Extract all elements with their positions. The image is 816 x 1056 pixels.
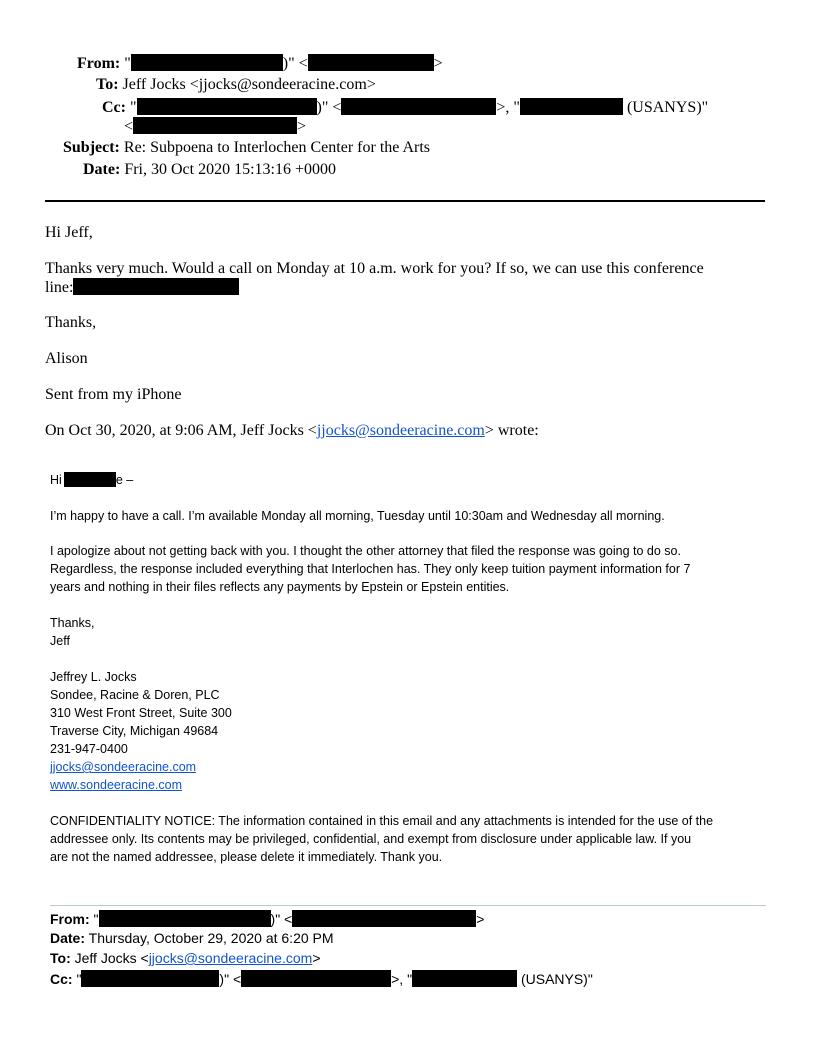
header-date-value: Fri, 30 Oct 2020 15:13:16 +0000: [124, 161, 336, 178]
reply-signoff-name: Alison: [45, 350, 88, 367]
reply-para1-line2: [45, 278, 239, 297]
header-subject-row: [63, 139, 430, 157]
prior-date-label: Date:: [50, 930, 86, 946]
signature-firm: Sondee, Racine & Doren, PLC: [50, 688, 220, 702]
quoted-greeting-text: Hi: [50, 473, 62, 487]
bracket: >: [297, 118, 307, 135]
signature-address-2: Traverse City, Michigan 49684: [50, 724, 219, 738]
reply-thanks: Thanks,: [45, 314, 97, 331]
signature-address-1: 310 West Front Street, Suite 300: [50, 706, 232, 720]
header-to-row: [96, 76, 376, 94]
quoted-line1: I’m happy to have a call. I’m available Monday all morning, Tuesday until 10:30am and Wednesday all morning.: [50, 509, 665, 523]
quoted-greeting-text: e –: [115, 473, 134, 487]
quote-mark: ": [72, 971, 82, 987]
prior-from-row: [50, 910, 484, 927]
confidentiality-line-3: are not the named addressee, please delete it immediately. Thank you.: [50, 850, 443, 864]
redaction-box: [81, 970, 219, 987]
quote-mark: ": [129, 99, 137, 116]
quote-mark: (USANYS)": [517, 971, 593, 987]
quote-intro: [45, 422, 539, 440]
quoted-thanks: Thanks,: [50, 616, 95, 630]
redaction-box: [308, 54, 434, 71]
signature-website-link[interactable]: www.sondeeracine.com: [50, 778, 183, 792]
prior-message-divider: [50, 905, 766, 906]
reply-line-label: line:: [45, 279, 74, 296]
reply-para1-line1: Thanks very much. Would a call on Monday at 10 a.m. work for you? If so, we can use this conference: [45, 260, 704, 277]
quoted-greeting: [50, 472, 133, 487]
prior-to-label: To:: [50, 950, 71, 966]
quote-mark: >: [433, 55, 443, 72]
quote-mark: >: [476, 911, 485, 927]
header-cc-row: [102, 98, 708, 117]
redaction-box: [73, 278, 239, 295]
header-date-row: [83, 161, 336, 179]
prior-cc-label: Cc:: [50, 971, 73, 987]
quote-mark: )" <: [219, 971, 242, 987]
redaction-box: [99, 910, 271, 927]
header-divider: [45, 200, 765, 202]
redaction-box: [131, 54, 283, 71]
reply-sent-from: Sent from my iPhone: [45, 386, 182, 403]
redaction-box: [241, 970, 391, 987]
signature-phone: 231-947-0400: [50, 742, 128, 756]
quote-mark: (USANYS)": [622, 99, 709, 116]
quote-intro-text: On Oct 30, 2020, at 9:06 AM, Jeff Jocks <: [45, 422, 317, 439]
signature-email-link[interactable]: jjocks@sondeeracine.com: [50, 760, 197, 774]
quote-mark: )" <: [316, 99, 342, 116]
redaction-box: [520, 98, 623, 115]
signature-name: Jeffrey L. Jocks: [50, 670, 137, 684]
quote-mark: )" <: [282, 55, 308, 72]
redaction-box: [341, 98, 496, 115]
quoted-para2-line1: I apologize about not getting back with you. I thought the other attorney that filed the response was going to do so.: [50, 544, 681, 558]
redaction-box: [64, 472, 116, 487]
prior-from-label: From:: [50, 911, 90, 927]
redaction-box: [412, 970, 517, 987]
header-to-label: To:: [96, 76, 119, 93]
confidentiality-line-1: CONFIDENTIALITY NOTICE: The information contained in this email and any attachments is intended for the use of the: [50, 814, 714, 828]
prior-cc-row: [50, 970, 593, 987]
signature-web-row: [50, 778, 182, 792]
header-date-label: Date:: [83, 161, 121, 178]
quote-mark: ": [124, 55, 131, 72]
header-cc-row-2: [124, 117, 306, 136]
header-cc-label: Cc:: [102, 99, 126, 116]
reply-greeting: Hi Jeff,: [45, 224, 93, 241]
prior-date-row: [50, 930, 334, 946]
header-subject-label: Subject:: [63, 139, 120, 156]
quote-intro-text: > wrote:: [484, 422, 539, 439]
prior-to-email-link[interactable]: jjocks@sondeeracine.com: [148, 950, 313, 966]
quoted-para2-line3: years and nothing in their files reflects any payments by Epstein or Epstein entities.: [50, 580, 510, 594]
redaction-box: [137, 98, 317, 115]
prior-date-value: Thursday, October 29, 2020 at 6:20 PM: [85, 930, 334, 946]
quoted-name: Jeff: [50, 634, 70, 648]
redaction-box: [133, 117, 297, 134]
header-from-row: [77, 54, 443, 73]
header-from-label: From:: [77, 55, 121, 72]
quote-mark: >, ": [496, 99, 520, 116]
quoted-para2-line2: Regardless, the response included everything that Interlochen has. They only keep tuition payment information for 7: [50, 562, 691, 576]
quote-mark: )" <: [270, 911, 293, 927]
bracket: <: [124, 118, 134, 135]
header-subject-value: Re: Subpoena to Interlochen Center for the Arts: [123, 139, 431, 156]
signature-email-row: [50, 760, 196, 774]
redaction-box: [292, 910, 476, 927]
quote-mark: >, ": [391, 971, 413, 987]
prior-to-text: Jeff Jocks <: [70, 950, 149, 966]
prior-to-text: >: [312, 950, 321, 966]
confidentiality-line-2: addressee only. Its contents may be privileged, confidential, and exempt from disclosure under applicable law. If you: [50, 832, 692, 846]
quote-mark: ": [89, 911, 99, 927]
quote-intro-email-link[interactable]: jjocks@sondeeracine.com: [316, 422, 485, 439]
header-to-value: Jeff Jocks <jjocks@sondeeracine.com>: [122, 76, 376, 93]
prior-to-row: [50, 950, 321, 966]
